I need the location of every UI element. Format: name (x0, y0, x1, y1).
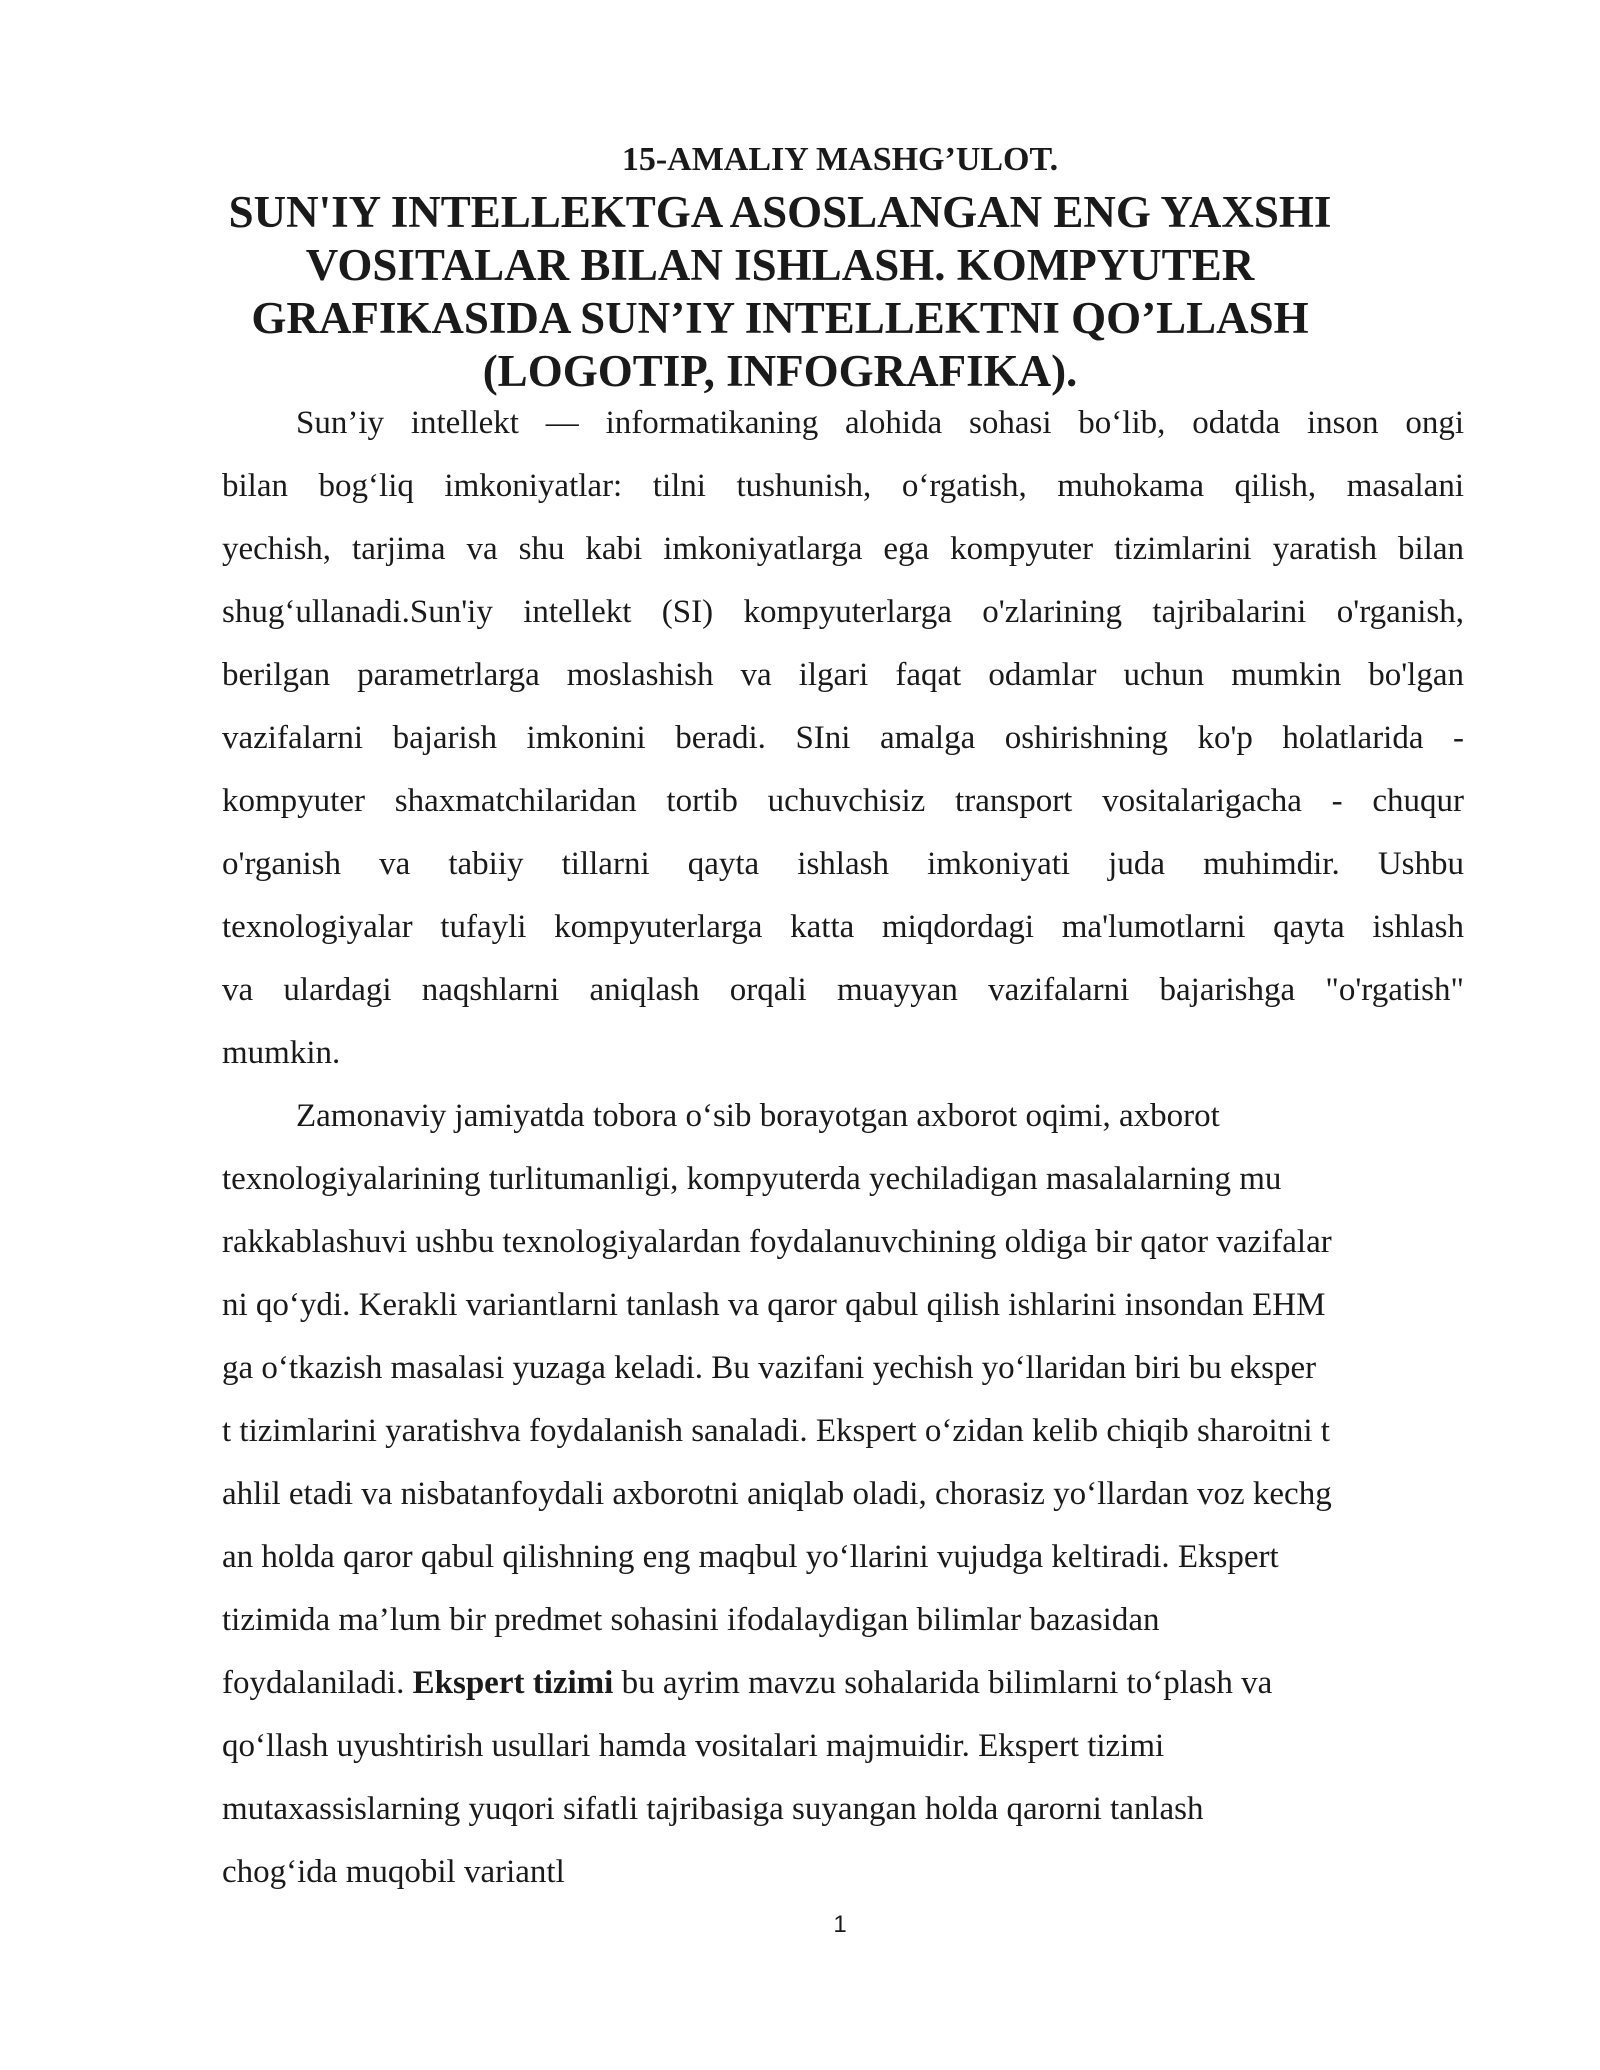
document-title (180, 186, 1380, 398)
text-line: t tizimlarini yaratishva foydalanish sanaladi. Ekspert o‘zidan kelib chiqib sharoitni t (222, 1413, 1330, 1449)
text-line: bilan bog‘liq imkoniyatlar: tilni tushunish, o‘rgatish, muhokama qilish, masalani (222, 468, 1464, 504)
text-line: Sun’iy intellekt — informatikaning alohida sohasi bo‘lib, odatda inson ongi (296, 405, 1464, 441)
title-line: GRAFIKASIDA SUN’IY INTELLEKTNI QO’LLASH (251, 293, 1309, 343)
text-line: berilgan parametrlarga moslashish va ilgari faqat odamlar uchun mumkin bo'lgan (222, 657, 1464, 693)
text-line: qo‘llash uyushtirish usullari hamda vositalari majmuidir. Ekspert tizimi (222, 1728, 1165, 1764)
paragraph-ai-definition (222, 392, 1464, 1085)
paragraph-expert-systems (222, 1085, 1464, 1904)
text-line: mumkin. (222, 1035, 341, 1071)
bold-term-expert-system: Ekspert tizimi (412, 1665, 614, 1701)
title-line: VOSITALAR BILAN ISHLASH. KOMPYUTER (305, 240, 1255, 290)
text-fragment: bu ayrim mavzu sohalarida bilimlarni to‘plash va (613, 1665, 1273, 1701)
text-line: kompyuter shaxmatchilaridan tortib uchuvchisiz transport vositalarigacha - chuqur (222, 783, 1464, 819)
text-line: an holda qaror qabul qilishning eng maqbul yo‘llarini vujudga keltiradi. Ekspert (222, 1539, 1279, 1575)
text-fragment: foydalaniladi. (222, 1665, 413, 1701)
text-line: va ulardagi naqshlarni aniqlash orqali muayyan vazifalarni bajarishga "o'rgatish" (222, 972, 1464, 1008)
text-line: o'rganish va tabiiy tillarni qayta ishlash imkoniyati juda muhimdir. Ushbu (222, 846, 1464, 882)
text-line: Zamonaviy jamiyatda tobora o‘sib borayotgan axborot oqimi, axborot (296, 1098, 1220, 1134)
text-line: yechish, tarjima va shu kabi imkoniyatlarga ega kompyuter tizimlarini yaratish bilan (222, 531, 1464, 567)
text-line: shug‘ullanadi.Sun'iy intellekt (SI) kompyuterlarga o'zlarining tajribalarini o'rganish, (222, 594, 1464, 630)
text-line: chog‘ida muqobil variantl (222, 1854, 565, 1890)
page-number: 1 (833, 1911, 847, 1938)
text-line: mutaxassislarning yuqori sifatli tajribasiga suyangan holda qarorni tanlash (222, 1791, 1204, 1827)
text-line: ahlil etadi va nisbatanfoydali axborotni aniqlab oladi, chorasiz yo‘llardan voz kechg (222, 1476, 1332, 1512)
text-line (222, 1652, 1464, 1715)
text-line: ga o‘tkazish masalasi yuzaga keladi. Bu vazifani yechish yo‘llaridan biri bu eksper (222, 1350, 1317, 1386)
text-line: ni qo‘ydi. Kerakli variantlarni tanlash va qaror qabul qilish ishlarini insondan EHM (222, 1287, 1326, 1323)
text-line: vazifalarni bajarish imkonini beradi. SIni amalga oshirishning ko'p holatlarida - (222, 720, 1464, 756)
text-line: texnologiyalarining turlitumanligi, kompyuterda yechiladigan masalalarning mu (222, 1161, 1282, 1197)
document-body (222, 392, 1464, 1904)
practical-lesson-number: 15-AMALIY MASHG’ULOT. (621, 141, 1059, 178)
text-line: rakkablashuvi ushbu texnologiyalardan foydalanuvchining oldiga bir qator vazifalar (222, 1224, 1332, 1260)
title-line: SUN'IY INTELLEKTGA ASOSLANGAN ENG YAXSHI (228, 187, 1332, 237)
title-line: (LOGOTIP, INFOGRAFIKA). (482, 346, 1078, 396)
text-line: texnologiyalar tufayli kompyuterlarga katta miqdordagi ma'lumotlarni qayta ishlash (222, 909, 1464, 945)
text-line: tizimida ma’lum bir predmet sohasini ifodalaydigan bilimlar bazasidan (222, 1602, 1160, 1638)
